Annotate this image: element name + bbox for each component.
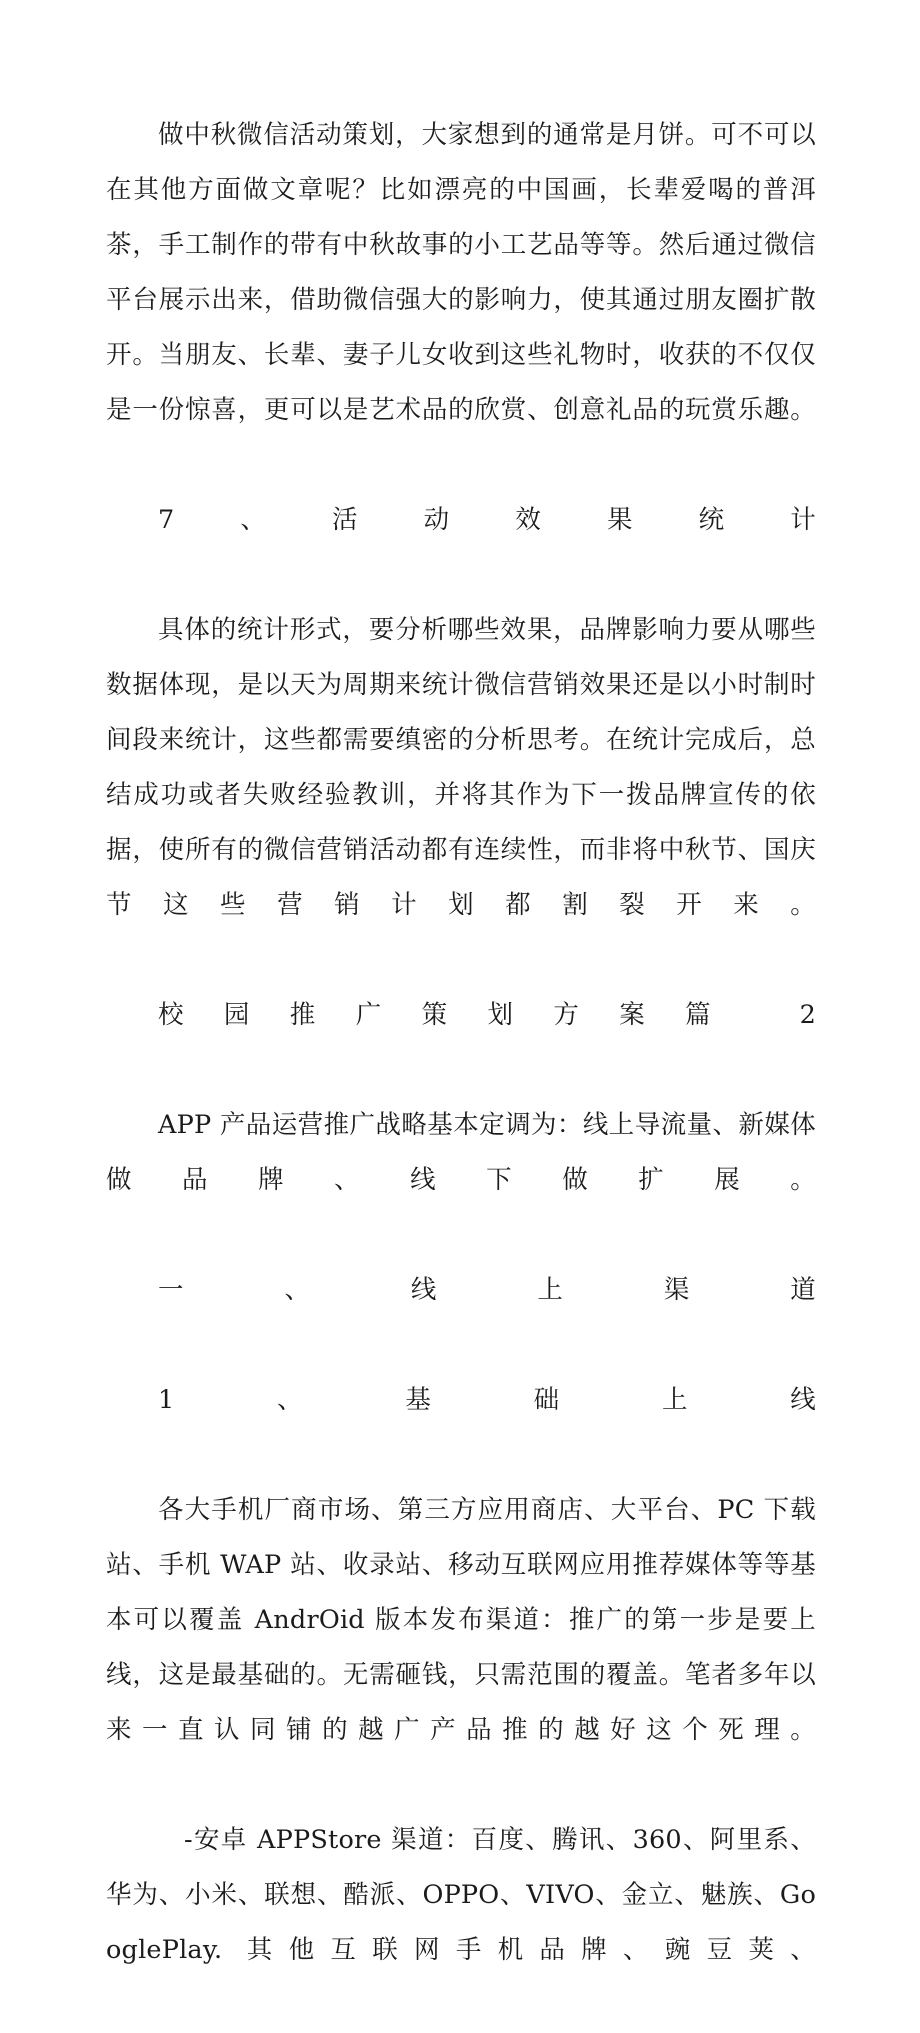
document-text-body	[106, 108, 816, 2033]
paragraph-section-title: 校园推广策划方案篇 2	[158, 1000, 816, 1030]
paragraph-heading-basic-launch: 1、基础上线	[158, 1385, 816, 1415]
paragraph: 具体的统计形式，要分析哪些效果，品牌影响力要从哪些数据体现，是以天为周期来统计微信营销效果还是以小时制时间段来统计，这些都需要缜密的分析思考。在统计完成后，总结成功或者失败经验教训，并将其作为下一拨品牌宣传的依据，使所有的微信营销活动都有连续性，而非将中秋节、国庆节这些营销计划都割裂开来。	[106, 615, 816, 920]
paragraph-appstore-channels: -安卓 APPStore 渠道：百度、腾讯、360、阿里系、华为、小米、联想、酷派、OPPO、VIVO、金立、魅族、GooglePlay. 其他互联网手机品牌、豌豆荚、	[106, 1825, 816, 1965]
paragraph: 各大手机厂商市场、第三方应用商店、大平台、PC 下载站、手机 WAP 站、收录站、移动互联网应用推荐媒体等等基本可以覆盖 AndrOid 版本发布渠道：推广的第一步是要上线，这是最基础的。无需砸钱，只需范围的覆盖。笔者多年以来一直认同铺的越广产品推的越好这个死理。	[106, 1495, 816, 1745]
paragraph: APP 产品运营推广战略基本定调为：线上导流量、新媒体做品牌、线下做扩展。	[106, 1110, 816, 1195]
paragraph-heading-7: 7、活动效果统计	[158, 505, 816, 535]
paragraph: 做中秋微信活动策划，大家想到的通常是月饼。可不可以在其他方面做文章呢？比如漂亮的中国画，长辈爱喝的普洱茶，手工制作的带有中秋故事的小工艺品等等。然后通过微信平台展示出来，借助微信强大的影响力，使其通过朋友圈扩散开。当朋友、长辈、妻子儿女收到这些礼物时，收获的不仅仅是一份惊喜，更可以是艺术品的欣赏、创意礼品的玩赏乐趣。	[106, 120, 816, 425]
paragraph-heading-online-channels: 一、线上渠道	[158, 1275, 816, 1305]
